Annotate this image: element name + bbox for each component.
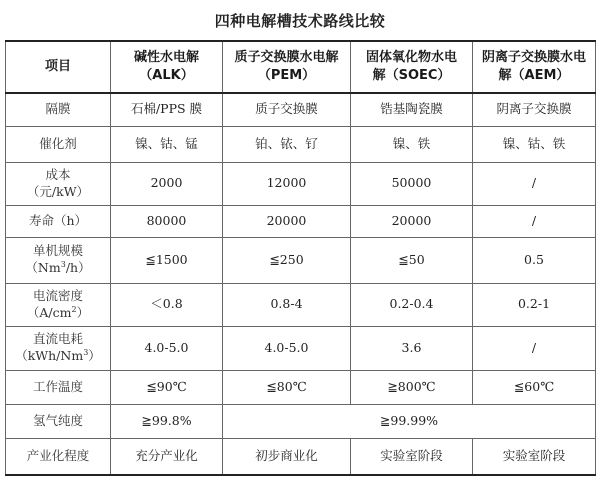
row-label: 产业化程度	[6, 438, 111, 475]
cell-pem: ≦250	[223, 237, 351, 283]
cell-pem: 铂、铱、钌	[223, 126, 351, 162]
row-purity	[6, 404, 596, 438]
cell-alk: ≧99.8%	[111, 404, 223, 438]
cell-pem: 4.0-5.0	[223, 326, 351, 370]
cell-soec: ≦50	[351, 237, 473, 283]
row-label-sup: 2	[71, 304, 77, 314]
row-label	[6, 283, 111, 326]
row-label-line2	[8, 260, 108, 277]
cell-alk: 充分产业化	[111, 438, 223, 475]
row-label-unit: （kWh/Nm	[15, 348, 84, 363]
cell-soec: 50000	[351, 162, 473, 205]
cell-aem: 实验室阶段	[473, 438, 596, 475]
header-soec-line1: 固体氧化物水电	[365, 50, 457, 66]
cell-pem: ≦80℃	[223, 370, 351, 404]
row-label-line1: 电流密度	[32, 287, 83, 303]
row-label: 氢气纯度	[6, 404, 111, 438]
row-label: 催化剂	[6, 126, 111, 162]
row-label-line1: 成本	[45, 166, 71, 182]
row-label: 工作温度	[6, 370, 111, 404]
header-item: 项目	[6, 41, 111, 93]
header-alk-line1: 碱性水电解	[133, 50, 199, 66]
row-catalyst	[6, 126, 596, 162]
row-label-line2	[8, 305, 108, 322]
header-soec	[351, 41, 473, 93]
row-life	[6, 205, 596, 237]
cell-soec: 镍、铁	[351, 126, 473, 162]
table-title: 四种电解槽技术路线比较	[214, 12, 386, 30]
row-industry	[6, 438, 596, 475]
header-alk-line2: （ALK）	[139, 68, 194, 83]
cell-merged-rest: ≧99.99%	[223, 404, 596, 438]
cell-soec: 实验室阶段	[351, 438, 473, 475]
row-label-sup: 3	[60, 259, 66, 269]
cell-pem: 0.8-4	[223, 283, 351, 326]
row-label-line1: 直流电耗	[32, 331, 83, 347]
cell-soec: 0.2-0.4	[351, 283, 473, 326]
row-label-sup: 3	[83, 347, 89, 357]
cell-alk: 石棉/PPS 膜	[111, 93, 223, 126]
cell-aem: /	[473, 205, 596, 237]
row-scale	[6, 237, 596, 283]
cell-alk: 镍、钴、锰	[111, 126, 223, 162]
header-aem	[473, 41, 596, 93]
cell-pem: 12000	[223, 162, 351, 205]
row-label-unit: （A/cm	[26, 304, 72, 320]
row-current	[6, 283, 596, 326]
cell-soec: ≧800℃	[351, 370, 473, 404]
cell-pem: 20000	[223, 205, 351, 237]
header-aem-line2: 解（AEM）	[498, 68, 570, 83]
cell-alk: ＜0.8	[111, 283, 223, 326]
cell-soec: 锆基陶瓷膜	[351, 93, 473, 126]
row-cost	[6, 162, 596, 205]
cell-aem: 阴离子交换膜	[473, 93, 596, 126]
cell-soec: 3.6	[351, 326, 473, 370]
header-pem-line1: 质子交换膜水电解	[234, 50, 339, 66]
cell-aem: 0.2-1	[473, 283, 596, 326]
cell-soec: 20000	[351, 205, 473, 237]
cell-aem: /	[473, 326, 596, 370]
header-row	[6, 41, 596, 93]
header-pem-line2: （PEM）	[257, 68, 316, 83]
row-temp	[6, 370, 596, 404]
cell-pem: 初步商业化	[223, 438, 351, 475]
cell-alk: ≦1500	[111, 237, 223, 283]
row-power	[6, 326, 596, 370]
row-label: 寿命（h）	[6, 205, 111, 237]
header-alk	[111, 41, 223, 93]
cell-aem: 0.5	[473, 237, 596, 283]
row-label-unit-end: /h）	[65, 260, 91, 275]
cell-aem: ≦60℃	[473, 370, 596, 404]
row-label: 隔膜	[6, 93, 111, 126]
cell-alk: 80000	[111, 205, 223, 237]
cell-pem: 质子交换膜	[223, 93, 351, 126]
cell-aem: /	[473, 162, 596, 205]
cell-alk: ≦90℃	[111, 370, 223, 404]
row-label	[6, 237, 111, 283]
comparison-table	[5, 40, 596, 476]
cell-aem: 镍、钴、铁	[473, 126, 596, 162]
row-label-line2: （元/kW）	[26, 183, 90, 199]
row-label-line2	[8, 348, 108, 365]
row-label-unit: （Nm	[25, 260, 61, 275]
row-membrane	[6, 93, 596, 126]
header-pem	[223, 41, 351, 93]
row-label-line1: 单机规模	[32, 243, 83, 259]
cell-alk: 4.0-5.0	[111, 326, 223, 370]
cell-alk: 2000	[111, 162, 223, 205]
header-soec-line2: 解（SOEC）	[372, 68, 451, 83]
row-label-unit-end: ）	[88, 348, 101, 363]
row-label-unit-end: ）	[76, 304, 90, 320]
row-label	[6, 162, 111, 205]
row-label	[6, 326, 111, 370]
header-aem-line1: 阴离子交换膜水电	[481, 50, 586, 66]
